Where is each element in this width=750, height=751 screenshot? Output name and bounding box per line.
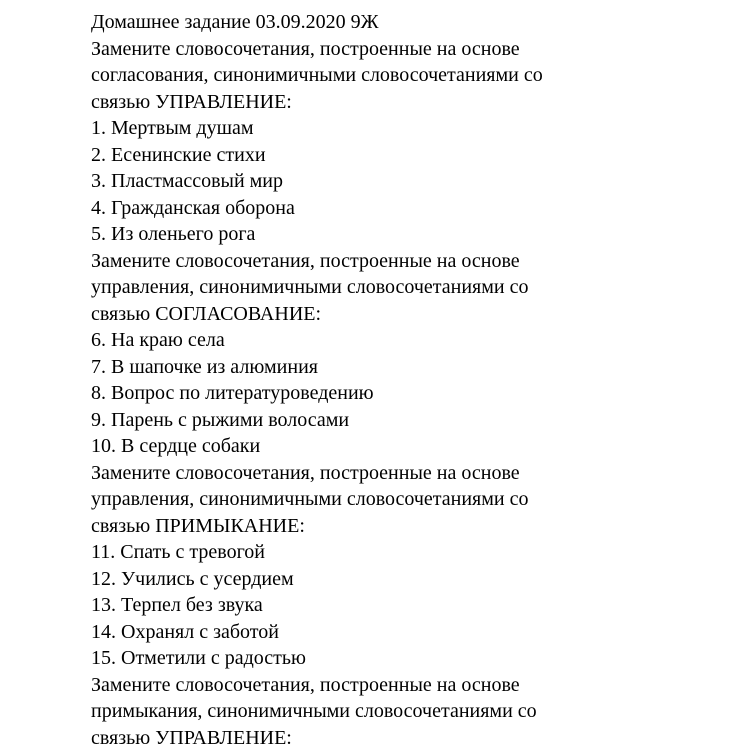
list-item: 8. Вопрос по литературоведению [91,380,731,407]
instruction-line: Замените словосочетания, построенные на основе [91,672,731,699]
list-item: 15. Отметили с радостью [91,645,731,672]
list-item: 1. Мертвым душам [91,115,731,142]
list-item: 9. Парень с рыжими волосами [91,407,731,434]
list-item: 5. Из оленьего рога [91,221,731,248]
list-item: 2. Есенинские стихи [91,142,731,169]
list-item: 7. В шапочке из алюминия [91,354,731,381]
instruction-line: связью УПРАВЛЕНИЕ: [91,89,731,116]
section-4 [91,672,731,751]
instruction-line: связью СОГЛАСОВАНИЕ: [91,301,731,328]
section-1-instruction [91,36,731,116]
list-item: 6. На краю села [91,327,731,354]
instruction-line: примыкания, синонимичными словосочетаниями со [91,698,731,725]
list-item: 11. Спать с тревогой [91,539,731,566]
list-item: 10. В сердце собаки [91,433,731,460]
section-4-instruction [91,672,731,751]
instruction-line: согласования, синонимичными словосочетаниями со [91,62,731,89]
section-1-list [91,115,731,248]
instruction-line: связью УПРАВЛЕНИЕ: [91,725,731,751]
instruction-line: управления, синонимичными словосочетаниями со [91,274,731,301]
section-2 [91,248,731,460]
instruction-line: Замените словосочетания, построенные на основе [91,248,731,275]
instruction-line: Замените словосочетания, построенные на основе [91,36,731,63]
section-3-list [91,539,731,672]
section-1 [91,36,731,248]
section-2-instruction [91,248,731,328]
document-title: Домашнее задание 03.09.2020 9Ж [91,9,731,36]
list-item: 12. Учились с усердием [91,566,731,593]
instruction-line: управления, синонимичными словосочетаниями со [91,486,731,513]
section-3-instruction [91,460,731,540]
list-item: 4. Гражданская оборона [91,195,731,222]
section-3 [91,460,731,672]
list-item: 13. Терпел без звука [91,592,731,619]
instruction-line: Замените словосочетания, построенные на основе [91,460,731,487]
document [91,9,731,751]
instruction-line: связью ПРИМЫКАНИЕ: [91,513,731,540]
list-item: 3. Пластмассовый мир [91,168,731,195]
list-item: 14. Охранял с заботой [91,619,731,646]
section-2-list [91,327,731,460]
